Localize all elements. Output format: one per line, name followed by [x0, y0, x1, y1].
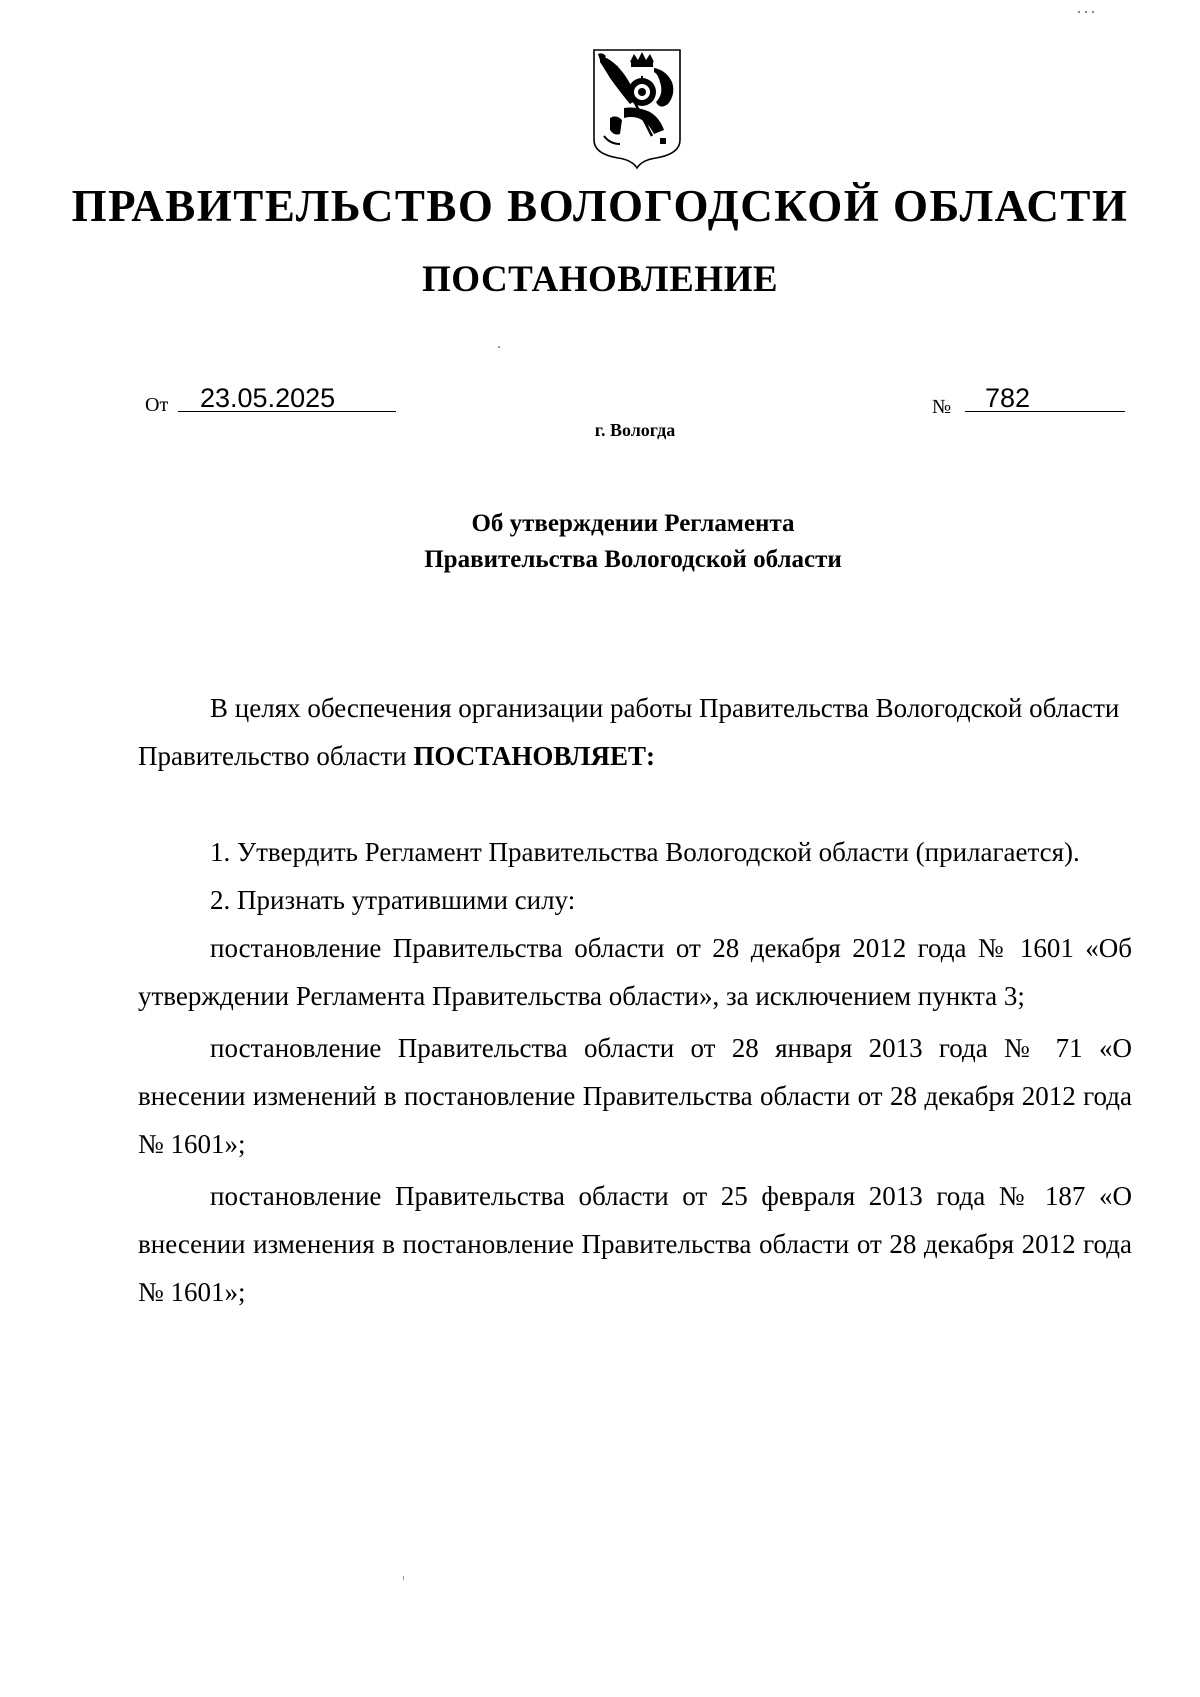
decree-prefix: Правительство области: [138, 741, 414, 771]
coat-of-arms-icon: [590, 48, 684, 170]
document-number: 782: [985, 383, 1031, 413]
decree-paragraph: [138, 732, 1132, 780]
document-subject: [0, 506, 1200, 578]
decree-verb: ПОСТАНОВЛЯЕТ:: [413, 741, 655, 771]
date-underline: [178, 411, 396, 412]
number-prefix-label: №: [932, 396, 952, 418]
subject-line-2: Правительства Вологодской области: [424, 546, 842, 573]
number-underline: [965, 411, 1125, 412]
preamble-paragraph: В целях обеспечения организации работы Правительства Вологодской области: [210, 693, 1120, 723]
city-label: г. Вологда: [594, 420, 676, 440]
organization-title: ПРАВИТЕЛЬСТВО ВОЛОГОДСКОЙ ОБЛАСТИ: [71, 181, 1129, 231]
date-prefix-label: От: [145, 394, 169, 416]
subject-line-1: Об утверждении Регламента: [471, 510, 795, 537]
document-body: [138, 684, 1132, 1316]
document-date: 23.05.2025: [200, 383, 336, 413]
scan-speck: [498, 346, 500, 348]
document-type-heading: ПОСТАНОВЛЕНИЕ: [421, 259, 779, 300]
repeal-3-paragraph: постановление Правительства области от 25 февраля 2013 года № 187 «О внесении изменения в постановление Правительства области от 28 декабря 2012 года № 1601»;: [138, 1181, 1132, 1307]
repeal-2-paragraph: постановление Правительства области от 28 января 2013 года № 71 «О внесении изменений в постановление Правительства области от 28 декабря 2012 года № 1601»;: [138, 1033, 1132, 1159]
item-1-paragraph: 1. Утвердить Регламент Правительства Вологодской области (прилагается).: [210, 837, 1080, 867]
item-2-paragraph: 2. Признать утратившими силу:: [210, 885, 576, 915]
scan-speck: [403, 1576, 404, 1580]
scan-speck: [1078, 0, 1104, 3]
repeal-1-paragraph: постановление Правительства области от 28 декабря 2012 года № 1601 «Об утверждении Регламента Правительства области», за исключением пункта 3;: [138, 933, 1132, 1011]
